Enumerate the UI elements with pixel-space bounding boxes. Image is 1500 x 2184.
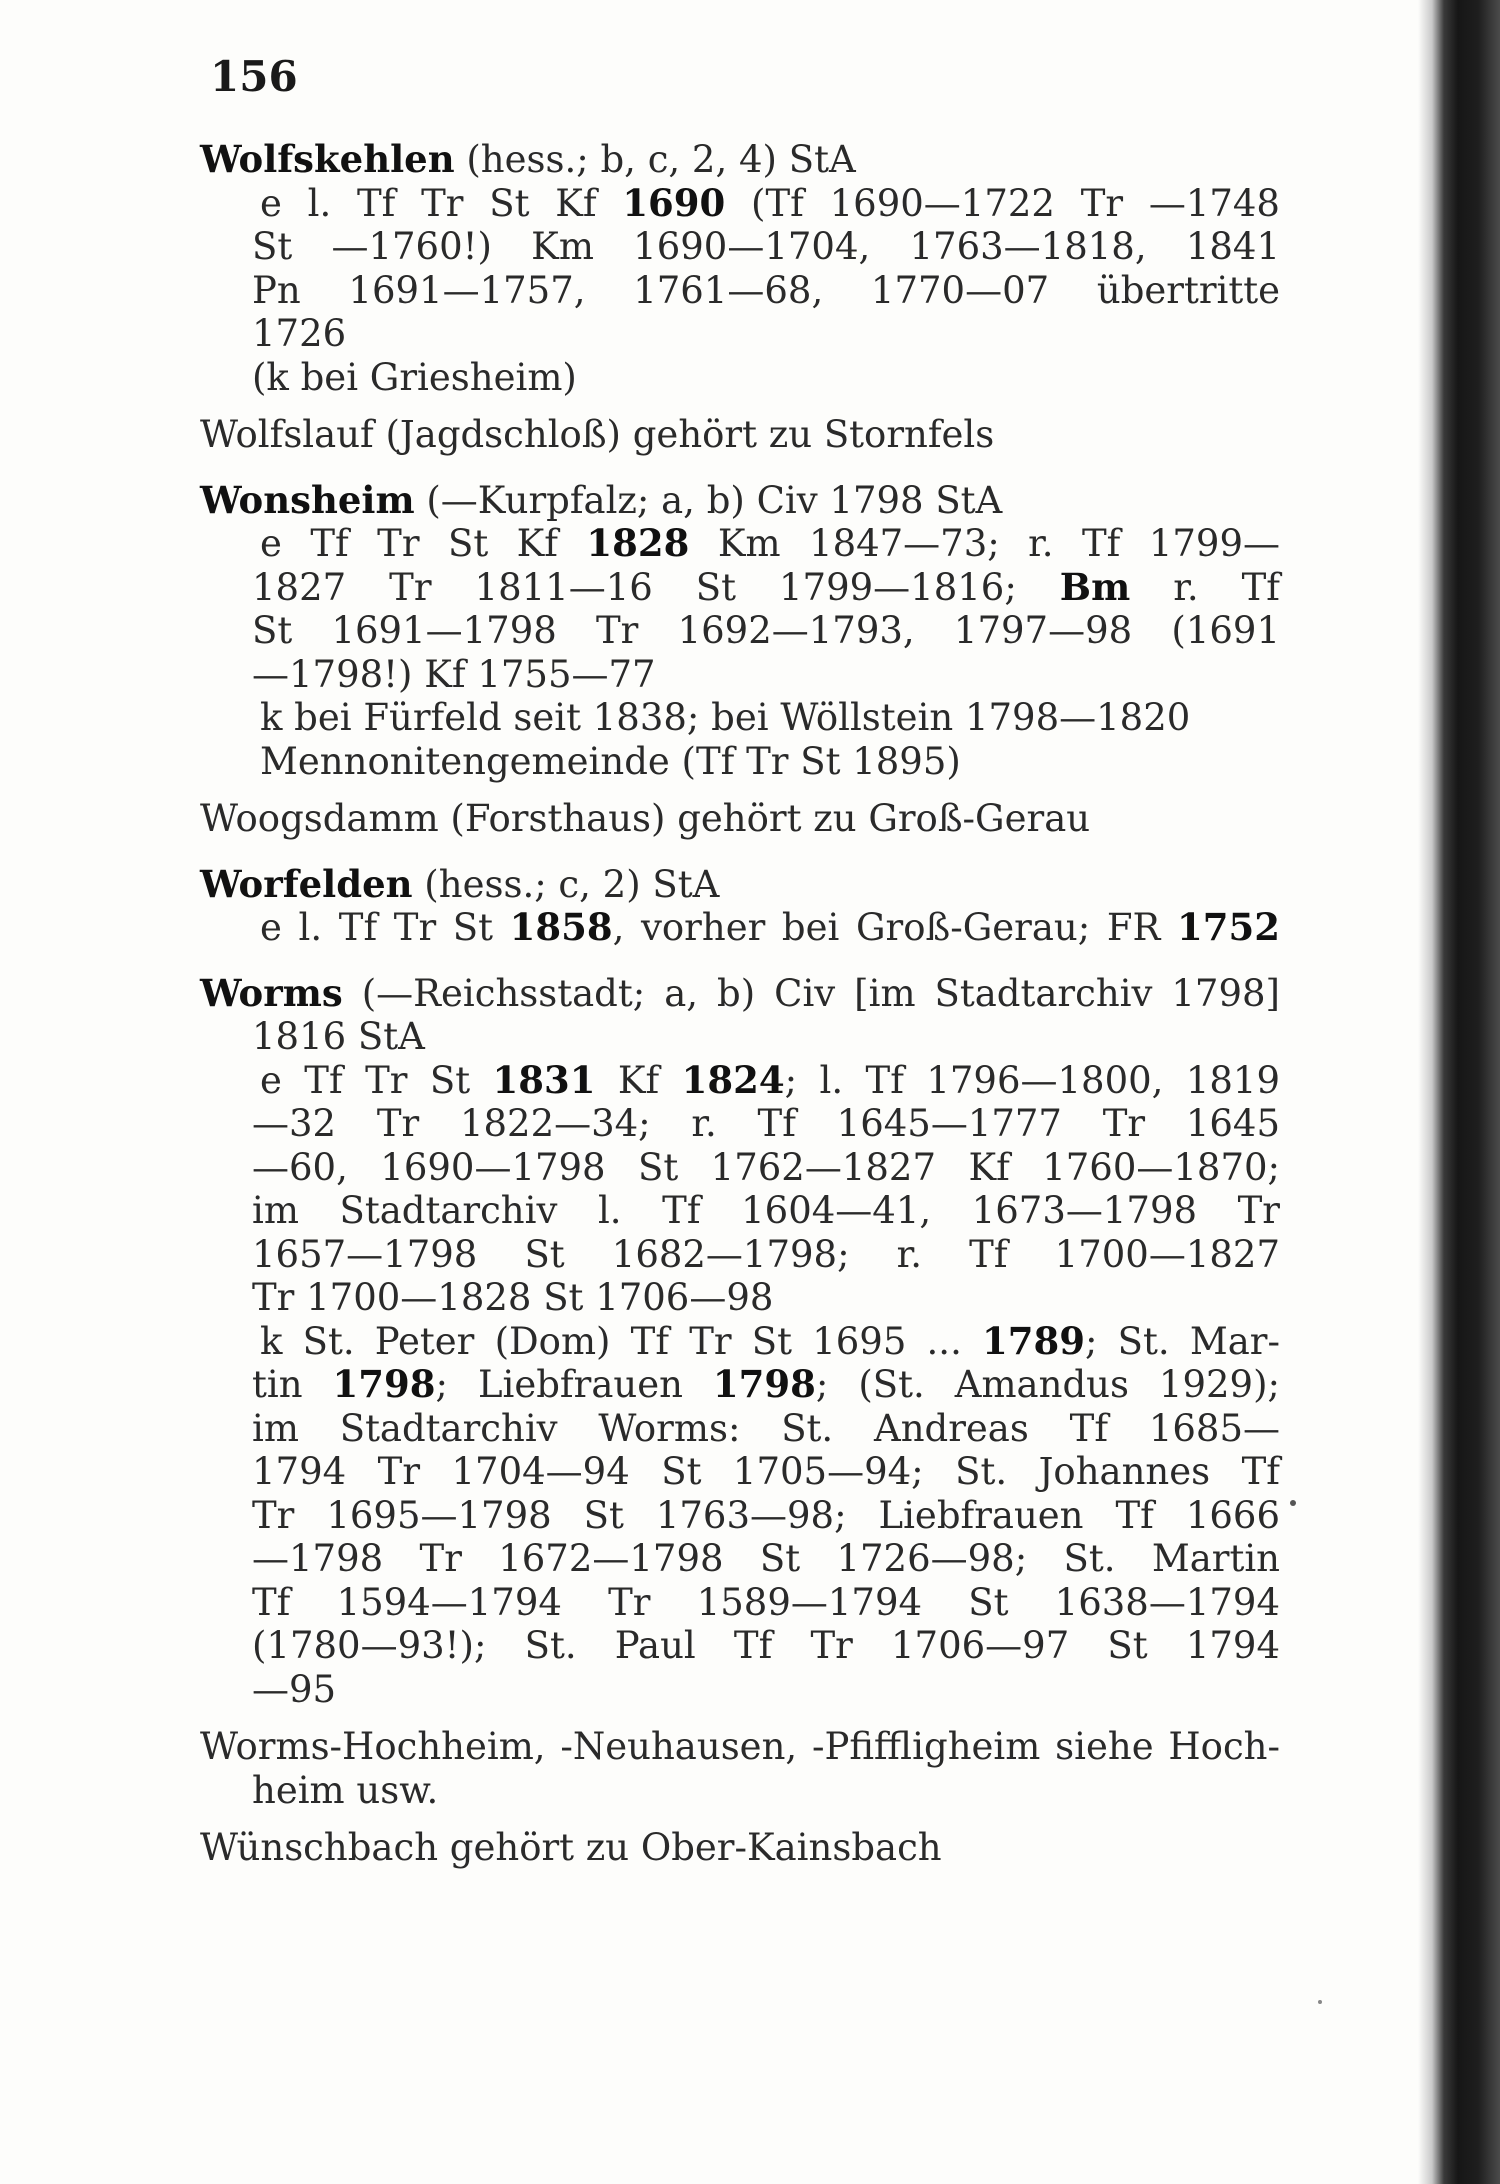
entry-line: Worms-Hochheim, -Neuhausen, -Pfiffligheim siehe Hoch- <box>200 1725 1280 1768</box>
entry-line: e Tf Tr St Kf 1828 Km 1847—73; r. Tf 1799— <box>260 521 1280 565</box>
entry-line: Pn 1691—1757, 1761—68, 1770—07 übertritte <box>252 268 1280 312</box>
entry-line: (1780—93!); St. Paul Tf Tr 1706—97 St 1794 <box>252 1624 1280 1667</box>
entry-line: e l. Tf Tr St 1858, vorher bei Groß-Gerau; FR 1752 <box>260 905 1280 949</box>
entry-line: (k bei Griesheim) <box>252 355 577 399</box>
book-spine-shadow <box>1418 0 1500 2184</box>
entry-line: —32 Tr 1822—34; r. Tf 1645—1777 Tr 1645 <box>252 1102 1280 1145</box>
entry-line: k bei Fürfeld seit 1838; bei Wöllstein 1798—1820 <box>260 696 1191 739</box>
entry-line: e Tf Tr St 1831 Kf 1824; l. Tf 1796—1800, 1819 <box>260 1057 1280 1102</box>
entry-line: Tr 1695—1798 St 1763—98; Liebfrauen Tf 1666 <box>252 1493 1280 1537</box>
entry-line: —1798 Tr 1672—1798 St 1726—98; St. Martin <box>252 1537 1280 1580</box>
entry-line: tin 1798; Liebfrauen 1798; (St. Amandus 1929); <box>252 1362 1280 1406</box>
page-number: 156 <box>210 52 298 101</box>
entry-line: 1794 Tr 1704—94 St 1705—94; St. Johannes Tf <box>252 1450 1280 1493</box>
entry-worms-hochheim <box>200 1725 1280 1812</box>
entry-wonsheim <box>200 479 1280 784</box>
entry-line: 1816 StA <box>252 1015 425 1058</box>
entry-heading-line: Wolfskehlen (hess.; b, c, 2, 4) StA <box>200 137 856 181</box>
entry-line: 1726 <box>252 312 347 355</box>
place-name: Worfelden <box>200 861 413 906</box>
entry-line: —60, 1690—1798 St 1762—1827 Kf 1760—1870; <box>252 1145 1280 1189</box>
entry-worms <box>200 972 1280 1712</box>
entry-line: St 1691—1798 Tr 1692—1793, 1797—98 (1691 <box>252 609 1280 652</box>
entry-woogsdamm <box>200 797 1280 841</box>
entry-heading-line: Worfelden (hess.; c, 2) StA <box>200 861 720 906</box>
entry-line: im Stadtarchiv Worms: St. Andreas Tf 1685— <box>252 1406 1280 1450</box>
entry-line: Woogsdamm (Forsthaus) gehört zu Groß-Gerau <box>200 797 1091 840</box>
entry-line: k St. Peter (Dom) Tf Tr St 1695 ... 1789; St. Mar- <box>260 1318 1280 1363</box>
entry-line: Wünschbach gehört zu Ober-Kainsbach <box>200 1826 942 1869</box>
entry-heading-line: Worms (—Reichsstadt; a, b) Civ [im Stadtarchiv 1798] <box>200 970 1280 1015</box>
entry-worfelden <box>200 863 1280 950</box>
entry-line: Wolfslauf (Jagdschloß) gehört zu Stornfels <box>200 413 995 456</box>
entry-line: —95 <box>252 1667 337 1711</box>
place-name: Worms <box>200 970 343 1015</box>
entry-line: 1827 Tr 1811—16 St 1799—1816; Bm r. Tf <box>252 564 1280 609</box>
print-speck <box>1290 1500 1296 1506</box>
entry-line: Tr 1700—1828 St 1706—98 <box>252 1276 774 1319</box>
entry-line: Mennonitengemeinde (Tf Tr St 1895) <box>260 739 961 783</box>
entry-line: St —1760!) Km 1690—1704, 1763—1818, 1841 <box>252 225 1280 268</box>
entry-wolfskehlen <box>200 138 1280 399</box>
entry-line: e l. Tf Tr St Kf 1690 (Tf 1690—1722 Tr —1748 <box>260 180 1280 225</box>
entry-wolfslauf <box>200 413 1280 457</box>
entry-line: 1657—1798 St 1682—1798; r. Tf 1700—1827 <box>252 1232 1280 1276</box>
gazetteer-entries <box>200 138 1280 1884</box>
entry-line: —1798!) Kf 1755—77 <box>252 652 656 696</box>
place-name: Wolfskehlen <box>200 137 455 181</box>
print-speck <box>1318 2000 1322 2004</box>
entry-heading-line: Wonsheim (—Kurpfalz; a, b) Civ 1798 StA <box>200 477 1003 522</box>
entry-line: im Stadtarchiv l. Tf 1604—41, 1673—1798 Tr <box>252 1189 1280 1232</box>
place-name: Wonsheim <box>200 477 415 522</box>
entry-line: Tf 1594—1794 Tr 1589—1794 St 1638—1794 <box>252 1580 1280 1624</box>
entry-line: heim usw. <box>252 1768 439 1812</box>
entry-wuenschbach <box>200 1826 1280 1870</box>
